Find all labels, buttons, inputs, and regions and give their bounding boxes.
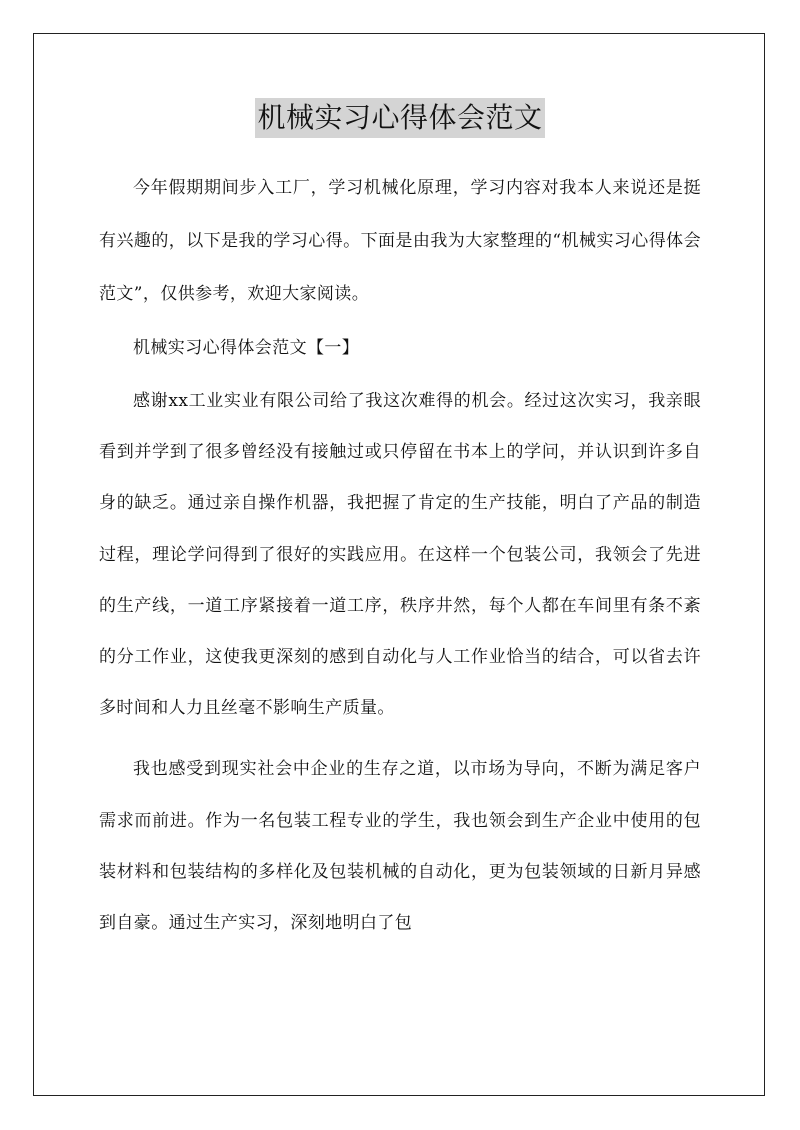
section-heading: 机械实习心得体会范文【一】: [133, 338, 360, 358]
intro-paragraph: 今年假期期间步入工厂，学习机械化原理，学习内容对我本人来说还是挺有兴趣的，以下是我的学习心得。下面是由我为大家整理的“机械实习心得体会范文”，仅供参考，欢迎大家阅读。: [99, 178, 701, 304]
body-paragraph-2: 我也感受到现实社会中企业的生存之道，以市场为导向，不断为满足客户需求而前进。作为一名包装工程专业的学生，我也领会到生产企业中使用的包装材料和包装结构的多样化及包装机械的自动化，更为包装领域的日新月异感到自豪。通过生产实习，深刻地明白了包: [99, 759, 701, 934]
title-container: [0, 98, 800, 138]
document-body: [99, 162, 701, 949]
document-title: 机械实习心得体会范文: [255, 98, 544, 138]
body-paragraph-1: 感谢xx工业实业有限公司给了我这次难得的机会。经过这次实习，我亲眼看到并学到了很多曾经没有接触过或只停留在书本上的学问，并认识到许多自身的缺乏。通过亲自操作机器，我把握了肯定的生产技能，明白了产品的制造过程，理论学问得到了很好的实践应用。在这样一个包装公司，我领会了先进的生产线，一道工序紧接着一道工序，秩序井然，每个人都在车间里有条不紊的分工作业，这使我更深刻的感到自动化与人工作业恰当的结合，可以省去许多时间和人力且丝毫不影响生产质量。: [99, 391, 701, 719]
